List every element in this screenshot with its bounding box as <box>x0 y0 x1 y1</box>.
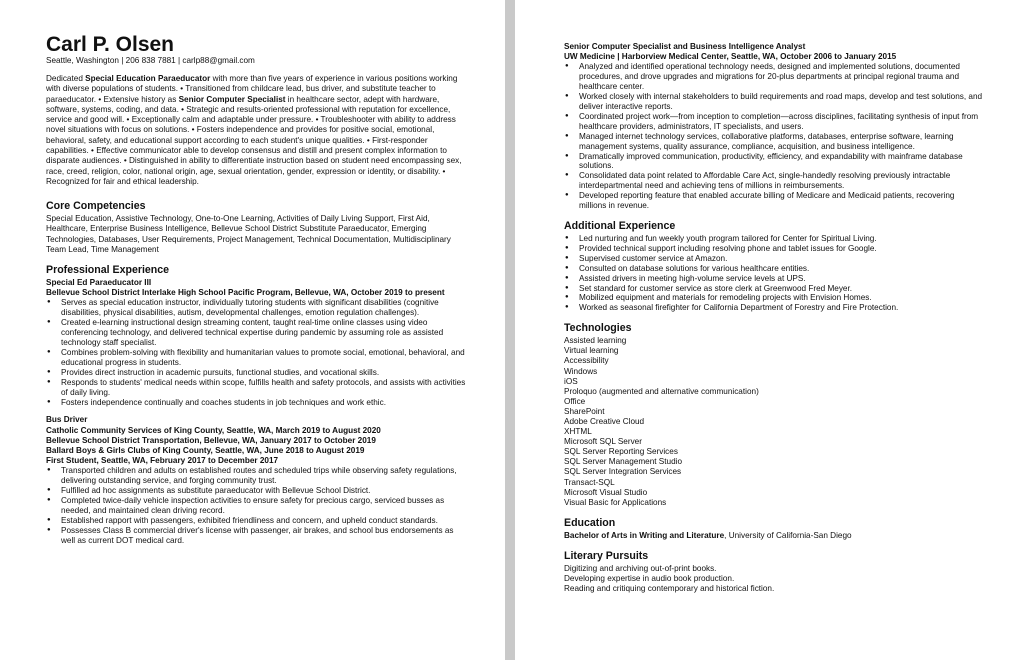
resume-page-2 <box>515 0 1024 660</box>
section-heading: Core Competencies <box>46 200 146 213</box>
job-bullet: ● Transported children and adults on established routes and scheduled trips while observing safety regulations, delivering outstanding service, and forging community trust. <box>46 466 469 486</box>
summary-text: in healthcare sector, adept with hardware, software, systems, coding, and data. • Strategic and results-oriented professional with reputation for excellence, service and good will. • Exceptionally calm and adaptable under pressure. • Troubleshooter with ability to address novel situations with focus on solutions. • Fosters independence and provides for positive social, emotional, behavioral, safety, and educational support according to each student's unique qualities. • First-responder capabilities. • Effective communicator able to develop consensus and distill and present complex information to disparate audiences. • Distinguished in ability to differentiate instruction based on student need encompassing sex, race, creed, religion, color, national origin, age, sexual orientation, gender, expression or identity, or disability. • Recognized for fair and ethical leadership. <box>46 94 462 186</box>
technology-item: Windows <box>564 366 598 376</box>
job-bullet: ● Consolidated data point related to Affordable Care Act, single-handedly resolving previously intractable interdepartmental need and achieving tens of millions in reimbursements. <box>564 171 984 191</box>
job-title: Senior Computer Specialist and Business Intelligence Analyst <box>564 42 806 51</box>
literary-item: Reading and critiquing contemporary and historical fiction. <box>564 584 775 594</box>
job-bullet: ● Possesses Class B commercial driver's license with passenger, air brakes, and school bus endorsements as well as current DOT medical card. <box>46 526 469 546</box>
job-bullet: ● Created e-learning instructional design streaming content, taught real-time online classes using video conferencing technology, and delivered technical expertise during pandemic by assuming role as assisted technology staff specialist. <box>46 318 469 348</box>
experience-bullet: ● Set standard for customer service as store clerk at Greenwood Fred Meyer. <box>564 284 984 294</box>
job-bullet: ● Worked closely with internal stakeholders to build requirements and road maps, develop and test solutions, and deliver interactive reports. <box>564 92 984 112</box>
job-organization: First Student, Seattle, WA, February 2017 to December 2017 <box>46 456 279 466</box>
education-section <box>564 517 984 541</box>
technology-item: XHTML <box>564 427 592 437</box>
summary-text: Dedicated <box>46 74 86 83</box>
section-heading: Literary Pursuits <box>564 549 649 562</box>
job-organization: Ballard Boys & Girls Clubs of King County, Seattle, WA, June 2018 to August 2019 <box>46 446 365 456</box>
technology-item: SQL Server Integration Services <box>564 467 682 477</box>
technologies-section <box>564 322 984 508</box>
experience-bullet: ● Led nurturing and fun weekly youth program tailored for Center for Spiritual Living. <box>564 234 984 244</box>
summary-emphasis: Special Education Paraeducator <box>85 74 211 83</box>
job-bullet: ● Developed reporting feature that enabled accurate billing of Medicare and Medicaid patients, recovering millions in revenue. <box>564 191 984 211</box>
experience-bullet: ● Worked as seasonal firefighter for California Department of Forestry and Fire Protection. <box>564 303 984 313</box>
technologies-list <box>564 336 984 508</box>
technology-item: Assisted learning <box>564 336 627 346</box>
job-organization: UW Medicine | Harborview Medical Center, Seattle, WA, October 2006 to January 2015 <box>564 52 897 62</box>
summary-text: with more than five years of experience in various positions working with diverse populations of students. • Transitioned from childcare lead, bus driver, and substitute teacher to paraeducator. • Extensive history as <box>46 74 458 104</box>
resume-page-1 <box>0 0 505 660</box>
candidate-name: Carl P. Olsen <box>46 33 175 56</box>
job-bullet: ● Serves as special education instructor, individually tutoring students with significant disabilities (cognitive disabilities, physical disabilities, autism, developmental challenges, emotion regulation challenges). <box>46 298 469 318</box>
technology-item: Microsoft Visual Studio <box>564 487 648 497</box>
additional-experience-section <box>564 220 984 313</box>
contact-line: Seattle, Washington | 206 838 7881 | carlp88@gmail.com <box>46 56 255 65</box>
job-bullet: ● Fulfilled ad hoc assignments as substitute paraeducator with Bellevue School District. <box>46 486 469 496</box>
technology-item: Accessibility <box>564 356 609 366</box>
job-bullets <box>46 466 469 545</box>
degree: Bachelor of Arts in Writing and Literature <box>564 530 725 540</box>
job-bullet: ● Managed internet technology services, collaborative platforms, databases, enterprise software, learning management systems, quality assurance, compliance, acquisition, and business intelligence. <box>564 132 984 152</box>
section-heading: Additional Experience <box>564 220 676 232</box>
core-competencies-text: Special Education, Assistive Technology, One-to-One Learning, Activities of Daily Living Support, First Aid, Healthcare, Enterprise Business Intelligence, Bellevue School District Substitute Paraeducator, Emerging Technologies, Databases, User Requirements, Project Management, Technical Documentation, Multidisciplinary Team Lead, Time Management <box>46 214 451 254</box>
technology-item: Visual Basic for Applications <box>564 497 667 507</box>
technology-item: Virtual learning <box>564 346 619 356</box>
job-bullet: ● Combines problem-solving with flexibility and humanitarian values to promote social, emotional, behavioral, and educational progress in students. <box>46 348 469 368</box>
additional-bullets <box>564 234 984 313</box>
experience-bullet: ● Provided technical support including resolving phone and tablet issues for Google. <box>564 244 984 254</box>
literary-item: Digitizing and archiving out-of-print books. <box>564 563 717 573</box>
technology-item: Proloquo (augmented and alternative communication) <box>564 386 759 396</box>
literary-pursuits-section <box>564 550 984 594</box>
job-bullet: ● Fosters independence continually and coaches students in job techniques and work ethic. <box>46 398 469 408</box>
technology-item: Transact-SQL <box>564 477 615 487</box>
core-competencies-section <box>46 200 469 255</box>
literary-list <box>564 564 984 594</box>
experience-bullet: ● Mobilized equipment and materials for remodeling projects with Envision Homes. <box>564 293 984 303</box>
job-organizations <box>46 426 469 467</box>
professional-experience-section <box>46 264 469 546</box>
technology-item: iOS <box>564 376 578 386</box>
job-organization: Catholic Community Services of King County, Seattle, WA, March 2019 to August 2020 <box>46 425 381 435</box>
job-bullets <box>46 298 469 407</box>
job-organization: Bellevue School District Interlake High School Pacific Program, Bellevue, WA, October 2019 to present <box>46 288 445 298</box>
job-bullet: ● Responds to students' medical needs within scope, fulfills health and safety protocols, and assists with activities of daily living. <box>46 378 469 398</box>
section-heading: Professional Experience <box>46 264 170 277</box>
technology-item: Office <box>564 396 586 406</box>
job-organization: Bellevue School District Transportation, Bellevue, WA, January 2017 to October 2019 <box>46 435 376 445</box>
section-heading: Education <box>564 516 616 529</box>
job-bullet: ● Coordinated project work—from inception to completion—across disciplines, facilitating synthesis of input from healthcare providers, administrators, IT specialists, and users. <box>564 112 984 132</box>
job-bullets <box>564 62 984 211</box>
job-bullet: ● Established rapport with passengers, exhibited friendliness and concern, and upheld conduct standards. <box>46 516 469 526</box>
summary-emphasis: Senior Computer Specialist <box>178 94 286 104</box>
job-title: Special Ed Paraeducator III <box>46 278 152 288</box>
summary-paragraph <box>46 74 469 187</box>
job-bullet: ● Analyzed and identified operational technology needs, designed and implemented solutions, documented procedures, and drove upgrades and migrations for 20-plus departments at principal regional trauma and healthcare center. <box>564 62 984 92</box>
literary-item: Developing expertise in audio book production. <box>564 574 735 584</box>
technology-item: SQL Server Management Studio <box>564 457 683 467</box>
technology-item: Adobe Creative Cloud <box>564 417 645 426</box>
job-bullet: ● Dramatically improved communication, productivity, efficiency, and expandability with mainframe database solutions. <box>564 152 984 172</box>
section-heading: Technologies <box>564 322 632 335</box>
job-bullet: ● Provides direct instruction in academic pursuits, functional studies, and vocational skills. <box>46 368 469 378</box>
technology-item: SQL Server Reporting Services <box>564 447 678 457</box>
technology-item: Microsoft SQL Server <box>564 437 642 447</box>
school: , University of California-San Diego <box>724 530 852 540</box>
experience-bullet: ● Supervised customer service at Amazon. <box>564 254 984 264</box>
job-title: Bus Driver <box>46 415 88 425</box>
experience-bullet: ● Assisted drivers in meeting high-volume service levels at UPS. <box>564 274 984 284</box>
technology-item: SharePoint <box>564 406 605 416</box>
job-bullet: ● Completed twice-daily vehicle inspection activities to ensure safety for precious cargo, serviced busses as needed, and maintained clean driving record. <box>46 496 469 516</box>
experience-bullet: ● Consulted on database solutions for various healthcare entities. <box>564 264 984 274</box>
